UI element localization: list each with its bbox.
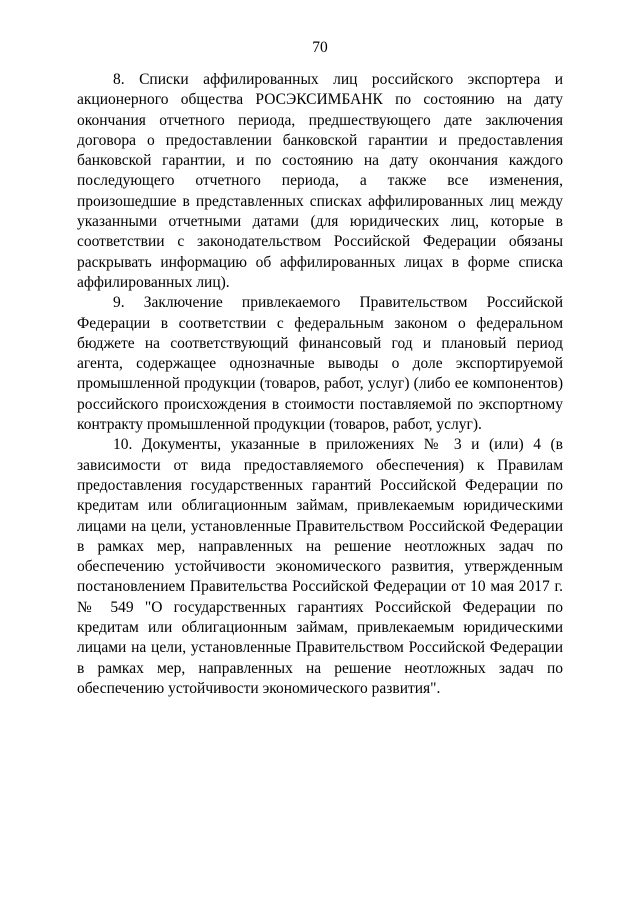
paragraph-item-8: 8. Списки аффилированных лиц российского экспортера и акционерного общества РОСЭКСИМБАНК по состоянию на дату окончания отчетного периода, предшествующего дате заключения договора о предоставлении банковской гарантии и предоставления банковской гарантии, и по состоянию на дату окончания каждого последующего отчетного периода, а также все изменения, произошедшие в представленных списках аффилированных лиц между указанными отчетными датами (для юридических лиц, которые в соответствии с законодательством Российской Федерации обязаны раскрывать информацию об аффилированных лицах в форме списка аффилированных лиц). (77, 71, 563, 291)
paragraph-item-9: 9. Заключение привлекаемого Правительством Российской Федерации в соответствии с федеральным законом о федеральном бюджете на соответствующий финансовый год и плановый период агента, содержащее однозначные выводы о доле экспортируемой промышленной продукции (товаров, работ, услуг) (либо ее компонентов) российского происхождения в стоимости поставляемой по экспортному контракту промышленной продукции (товаров, работ, услуг). (77, 294, 563, 434)
paragraph-item-10: 10. Документы, указанные в приложениях № 3 и (или) 4 (в зависимости от вида предоставляемого обеспечения) к Правилам предоставления государственных гарантий Российской Федерации по кредитам или облигационным займам, привлекаемым юридическими лицами на цели, установленные Правительством Российской Федерации в рамках мер, направленных на решение неотложных задач по обеспечению устойчивости экономического развития, утвержденным постановлением Правительства Российской Федерации от 10 мая 2017 г. № 549 "О государственных гарантиях Российской Федерации по кредитам или облигационным займам, привлекаемым юридическими лицами на цели, установленные Правительством Российской Федерации в рамках мер, направленных на решение неотложных задач по обеспечению устойчивости экономического развития". (77, 436, 563, 697)
document-body (77, 70, 563, 699)
page-number: 70 (312, 39, 328, 56)
